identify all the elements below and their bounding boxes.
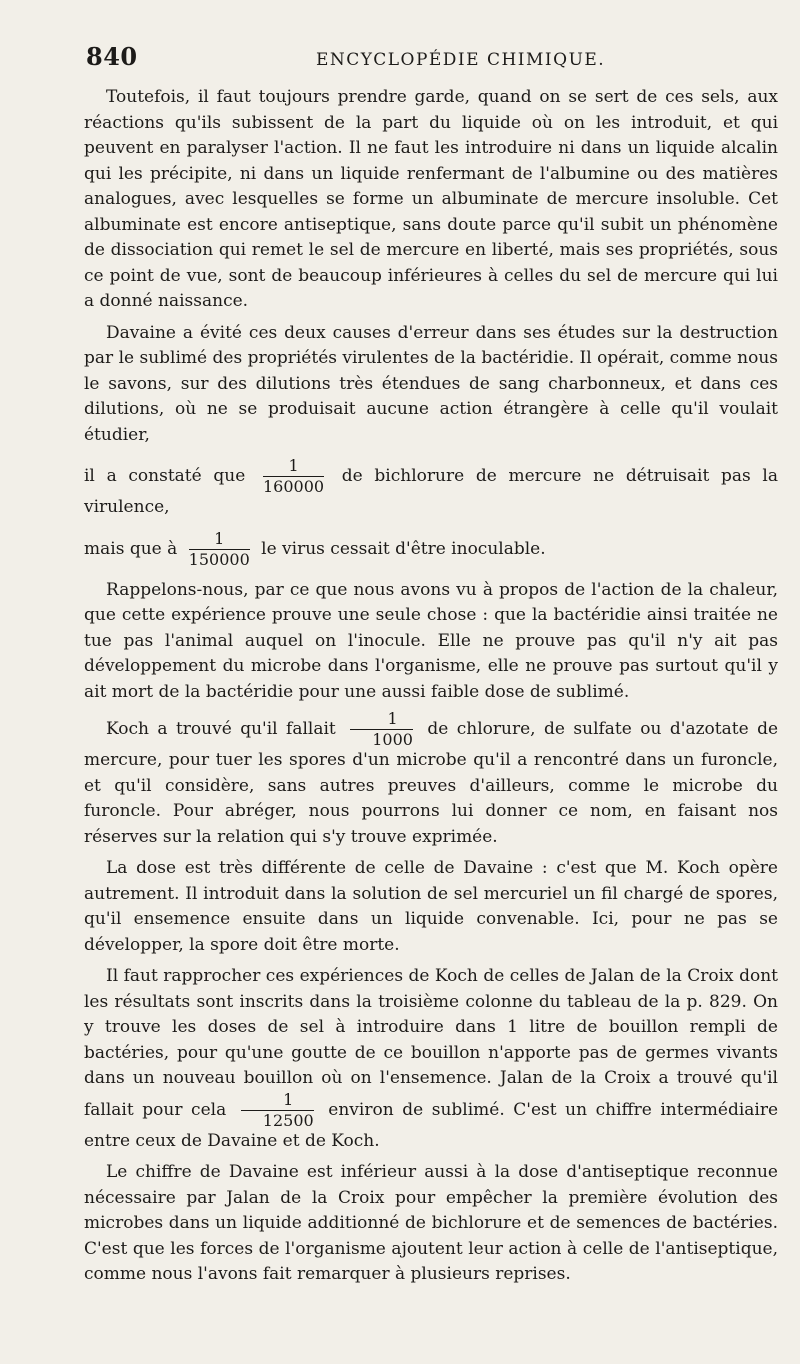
paragraph-2-text: Davaine a évité ces deux causes d'erreur dans ses études sur la destruction par le sublimé des propriétés virulentes de la bactéridie. Il opérait, comme nous le savons, sur des dilutions très étendues de sang charbonneux, et dans ces dilutions, où ne se produisait aucune action étrangère à celle qu'il voulait étudier,	[84, 322, 778, 445]
paragraph-5: La dose est très différente de celle de Davaine : c'est que M. Koch opère autrement. Il introduit dans la solution de sel mercuriel un fil chargé de spores, qu'il ensemence ensuite dans un liquide convenable. Ici, pour ne pas se développer, la spore doit être morte.	[84, 858, 778, 955]
paragraph-7: Le chiffre de Davaine est inférieur aussi à la dose d'antiseptique reconnue nécessaire par Jalan de la Croix pour empêcher la première évolution des microbes dans un liquide additionné de bichlorure et de semences de bactéries. C'est que les forces de l'organisme ajoutent leur action à celle de l'antiseptique, comme nous l'avons fait remarquer à plusieurs reprises.	[84, 1162, 778, 1284]
fraction-numerator: 1	[241, 1092, 314, 1111]
fraction-denominator: 1000	[372, 730, 413, 749]
fraction-denominator: 160000	[263, 477, 325, 496]
fraction-numerator: 1	[350, 711, 413, 730]
page-header	[86, 42, 776, 76]
paragraph-3: Rappelons-nous, par ce que nous avons vu à propos de l'action de la chaleur, que cette expérience prouve une seule chose : que la bactéridie ainsi traitée ne tue pas l'animal auquel on l'inocule. Elle ne prouve pas qu'il n'y ait pas développement du microbe dans l'organisme, elle ne prouve pas surtout qu'il y ait mort de la bactéridie pour une aussi faible dose de sublimé.	[84, 579, 778, 702]
fraction-1-150000	[188, 528, 250, 569]
paragraph-2-fraction-line-2	[84, 528, 778, 569]
paragraph-6-after: environ de sublimé. C'est un chiffre intermédiaire entre ceux de Davaine et de Koch.	[84, 1099, 779, 1151]
fraction-line-1-after: de bichlorure de mercure ne détruisait pas la virulence,	[84, 466, 778, 517]
body-text	[84, 85, 778, 1294]
paragraph-6-text: Il faut rapprocher ces expériences de Koch de celles de Jalan de la Croix dont les résultats sont inscrits dans la troisième colonne du tableau de la p. 829. On y trouve les doses de sel à introduire dans 1 litre de bouillon rempli de bactéries, pour qu'une goutte de ce bouillon n'apporte pas de germes vivants dans un nouveau bouillon où on l'ensemence. Jalan de la Croix a trouvé qu'il fallait	[84, 966, 778, 1120]
page-number: 840	[86, 42, 138, 71]
paragraph-4-after: de chlorure, de sulfate ou d'azotate de mercure, pour tuer les spores d'un microbe qu'il a rencontré dans un furoncle, et qu'il considère, sans autres preuves d'ailleurs, comme le microbe du furoncle. Pour abréger, nous pourrons lui donner ce nom, en faisant nos réserves sur la relation qui s'y trouve exprimée.	[84, 719, 779, 847]
fraction-1-160000	[263, 458, 324, 495]
fraction-numerator: 1	[189, 531, 250, 550]
fraction-1-1000	[350, 711, 413, 748]
fraction-numerator: 1	[263, 458, 324, 477]
paragraph-1: Toutefois, il faut toujours prendre garde, quand on se sert de ces sels, aux réactions qu'ils subissent de la part du liquide où on les introduit, et qui peuvent en paralyser l'action. Il ne faut les introduire ni dans un liquide alcalin qui les précipite, ni dans un liquide renfermant de l'albumine ou des matières analogues, avec lesquelles se forme un albuminate de mercure insoluble. Cet albuminate est encore antiseptique, sans doute parce qu'il subit un phénomène de dissociation qui remet le sel de mercure en liberté, mais ses propriétés, sous ce point de vue, sont de beaucoup inférieures à celles du sel de mercure qui lui a donné naissance.	[84, 87, 778, 311]
paragraph-4	[84, 711, 778, 850]
fraction-denominator: 12500	[262, 1110, 314, 1130]
fraction-line-2-after: le virus cessait d'être inoculable.	[261, 538, 546, 559]
running-head: ENCYCLOPÉDIE CHIMIQUE.	[316, 50, 606, 70]
fraction-line-1-before: il a constaté que	[84, 466, 246, 486]
paragraph-4-before: Koch a trouvé qu'il fallait	[106, 719, 336, 739]
paragraph-6-before: pour cela	[142, 1099, 227, 1120]
fraction-1-12500	[241, 1089, 314, 1130]
fraction-line-2-before: mais que à	[84, 538, 178, 559]
paragraph-6	[84, 964, 778, 1154]
fraction-denominator: 150000	[188, 549, 250, 569]
paragraph-2-fraction-line-1	[84, 458, 778, 521]
paragraph-2	[84, 321, 778, 449]
